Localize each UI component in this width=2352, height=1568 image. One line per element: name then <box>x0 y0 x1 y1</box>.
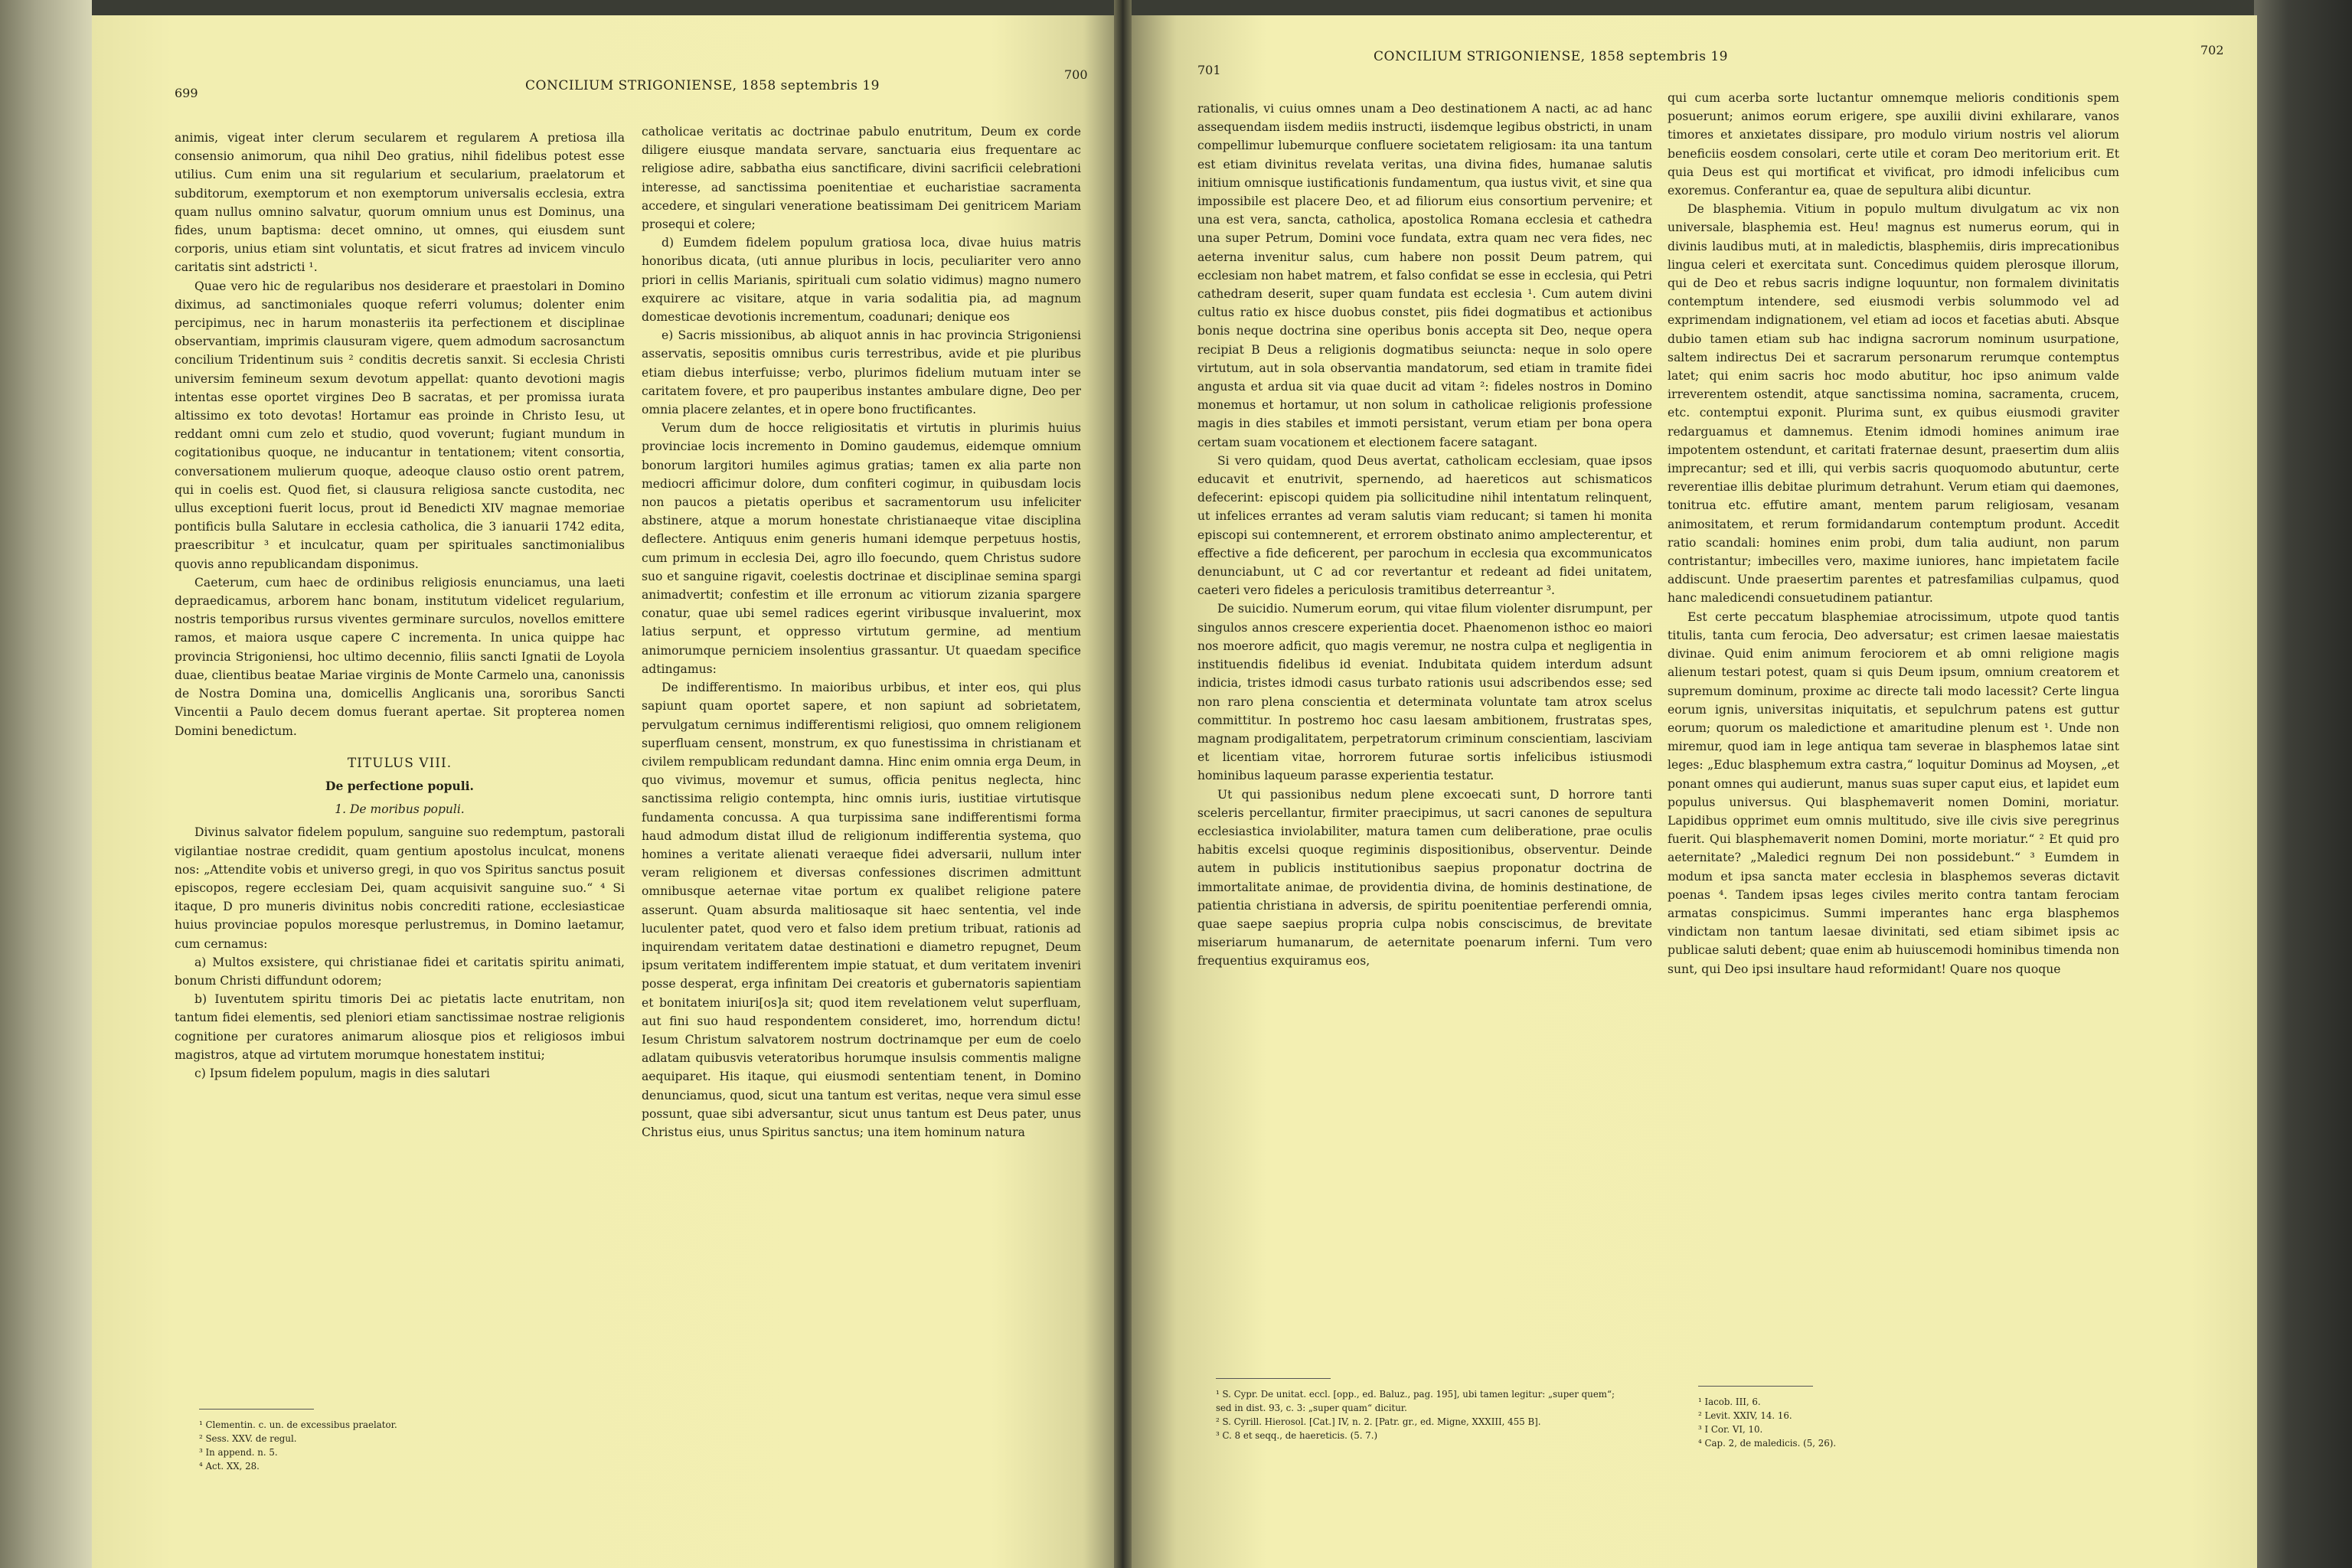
desk-left-edge <box>0 0 92 1568</box>
left-page-column-2 <box>642 122 1081 1142</box>
book-gutter <box>1114 0 1132 1568</box>
footnote: ² Levit. XXIV, 14. 16. <box>1698 1410 1792 1421</box>
footnote: ³ I Cor. VI, 10. <box>1698 1424 1763 1435</box>
footnote-rule <box>199 1409 314 1410</box>
right-page <box>1132 15 2257 1568</box>
title-subheading: De perfectione populi. <box>325 778 474 793</box>
paragraph: catholicae veritatis ac doctrinae pabulo enutritum, Deum ex corde diligere eiusque mandata servare, sanctuaria eius frequentare ac religiose adire, sabbatha eius sanctificare, divini sacrificii celebrationi interesse, ad sanctissima poenitentiae et eucharistiae sacramenta accedere, et singulari veneratione beatissimam Dei genitricem Mariam prosequi et colere; <box>642 125 1081 232</box>
footnote: ¹ Iacob. III, 6. <box>1698 1396 1761 1407</box>
list-item: c) Ipsum fidelem populum, magis in dies salutari <box>194 1066 490 1080</box>
footnote-rule <box>1698 1386 1813 1387</box>
running-header: CONCILIUM STRIGONIENSE, 1858 septembris 19 <box>1374 49 1728 64</box>
list-item: a) Multos exsistere, qui christianae fidei et caritatis spiritu animati, bonum Christi diffundunt odorem; <box>175 955 625 988</box>
footnote: ⁴ Cap. 2, de maledicis. (5, 26). <box>1698 1438 1837 1449</box>
paragraph: Divinus salvator fidelem populum, sanguine suo redemptum, pastorali vigilantiae nostrae credidit, quam gentium apostolus inculcat, monens nos: „Attendite vobis et universo gregi, in quo vos Spiritus sanctus posuit episcopos, regere ecclesiam Dei, quam acquisivit sanguine suo.“ ⁴ Si itaque, D pro muneris divinitus nobis concrediti ratione, ecclesiasticae huius provinciae populos moresque perlustremus, in Domino laetamur, cum cernamus: <box>175 825 625 951</box>
page-number: 702 <box>2200 43 2224 57</box>
paragraph: Est certe peccatum blasphemiae atrocissimum, utpote quod tantis titulis, tanta cum ferocia, Deo adversatur; est crimen laesae maiestatis divinae. Quid enim animum ferociorem et ab omni religione magis alienum testari potest, quam si quis Deum ipsum, omnium creatorem et supremum dominum, proxime ac directe tali modo lacessit? Certe lingua eorum ignis, universitas iniquitatis, et sepulchrum patens est guttur eorum; quorum os maledictione et amaritudine plenum est ¹. Unde non miremur, quod iam in lege antiqua tam severae in blasphemos latae sint leges: „Educ blasphemum extra castra,“ loquitur Dominus ad Moysen, „et ponant omnes qui audierunt, manus suas super caput eius, et lapidet eum populus universus. Qui blasphemaverit nomen Domini, moriatur. Lapidibus opprimet eum omnis multitudo, sive ille civis sive peregrinus fuerit. Qui blasphemaverit nomen Domini, morte moriatur.“ ² Et quid pro aeternitate? „Maledici regnum Dei non possidebunt.“ ³ Eumdem in modum et ipsa sancta mater ecclesia in blasphemos severas dictavit poenas ⁴. Tandem ipsas leges civiles merito contra tantam ferociam armatas conspicimus. Summi imperantes hanc erga blasphemos vindictam non tantum laesae divinitati, sed etiam sibimet ipsis ac publicae saluti debent; quae enim ab huiuscemodi hominibus timenda non sunt, qui Deo ipsi insultare haud reformidant! Quare nos quoque <box>1668 609 2119 976</box>
paragraph: Verum dum de hocce religiositatis et virtutis in plurimis huius provinciae locis incremento in Domino gaudemus, eidemque omnium bonorum largitori humiles agimus gratias; tamen ex alia parte non mediocri afficimur dolore, dum confiteri cogimur, in quibusdam locis non paucos a pietatis operibus et sacramentorum usu infeliciter abstinere, atque a morum honestate christianaeque vitae disciplina deflectere. Antiquus enim generis humani idemque perpetuus hostis, cum primum in ecclesia Dei, agro illo foecundo, quem Christus sudore suo et sanguine rigavit, coelestis doctrinae et disciplinae semina spargi animadvertit; confestim et ille erronum ac vitiorum zizania spargere conatur, quae ubi semel radices egerint viribusque invaluerint, mox latius serpunt, et oppresso virtutum germine, ad mentium animorumque perniciem insolentius grassantur. Ut quaedam specifice adtingamus: <box>642 421 1081 676</box>
page-number: 700 <box>1064 67 1088 82</box>
footnote: ⁴ Act. XX, 28. <box>199 1461 260 1472</box>
right-page-column-1 <box>1197 100 1652 971</box>
footnotes <box>199 1418 582 1473</box>
footnote-rule <box>1216 1378 1331 1379</box>
left-page-column-1 <box>175 129 625 1083</box>
footnote: ³ In append. n. 5. <box>199 1447 278 1458</box>
paragraph: qui cum acerba sorte luctantur omnemque melioris conditionis spem posuerunt; animos eorum erigere, spe auxilii divini exhilarare, vanos timores et anxietates dissipare, pro modulo virium nostris vel aliorum beneficiis eosdem consolari, certe utile et coram Deo meritorium erit. Et quia Deus est qui mortificat et vivificat, pro idmodi infelicibus cum exoremus. Conferantur ea, quae de sepultura alibi dicuntur. <box>1668 91 2119 198</box>
running-header: CONCILIUM STRIGONIENSE, 1858 septembris 19 <box>525 78 880 93</box>
right-page-column-2 <box>1668 89 2119 978</box>
list-item: b) Iuventutem spiritu timoris Dei ac pietatis lacte enutritam, non tantum fidei elementis, sed pleniori etiam sanctissimae nostrae religionis cognitione per curatores animarum aliosque pios et religiosos imbui magistros, atque ad virtutem morumque honestatem institui; <box>175 992 625 1062</box>
footnote: ² S. Cyrill. Hierosol. [Cat.] IV, n. 2. [Patr. gr., ed. Migne, XXXIII, 455 B]. <box>1216 1416 1541 1427</box>
left-page <box>92 15 1114 1568</box>
paragraph: De blasphemia. Vitium in populo multum divulgatum ac vix non universale, blasphemia est. Heu! magnus est numerus eorum, qui in divinis laudibus muti, at in maledictis, blasphemiis, diris imprecationibus lingua celeri et exercitata sunt. Concedimus quidem plerosque illorum, qui de Deo et rebus sacris indigne loquuntur, non formalem divinitatis contemptum intendere, sed eiusmodi verbis solummodo vel ad exprimendam indignationem, vel etiam ad iocos et facetias abuti. Absque dubio tamen etiam sub hac indigna sacrorum nominum usurpatione, saltem indirectus Dei et sacrarum personarum rerumque contemptus latet; qui enim sacris hoc modo abutitur, hoc ipso animum valde irreverentem ostendit, atque sanctissima nomina, sacramenta, crucem, etc. contemptui exponit. Plurima sunt, ex quibus eiusmodi graviter redarguamus et damnemus. Etenim idmodi homines animum irae impotentem ostendunt, et caritati fraternae desunt, praesertim dum aliis imprecantur; sed et illi, qui verbis sacris quoquomodo abutuntur, certe reverentiae illis debitae plurimum detrahunt. Verum etiam qui daemones, tonitrua etc. effutire amant, mentem parum religiosam, vesanam animositatem, et rerum formidandarum contemptum produnt. Accedit ratio scandali: homines enim probi, dum talia audiunt, non parum contristantur; imbecilles vero, maxime iuniores, hanc impietatem facile addiscunt. Unde praesertim parentes et patresfamilias culpamus, quod hanc maledicendi consuetudinem patiantur. <box>1668 202 2119 606</box>
footnote: ¹ Clementin. c. un. de excessibus praelator. <box>199 1419 397 1430</box>
paragraph: rationalis, vi cuius omnes unam a Deo destinationem A nacti, ac ad hanc assequendam iisdem mediis instructi, iisdemque legibus obstricti, in unam compellimur lubemurque confluere societatem religiosam: ita una tantum est etiam divinitus revelata veritas, una divina fides, humanae salutis initium omnisque iustificationis fundamentum, qua iustus vivit, et sine qua impossibile est placere Deo, et ad filiorum eius consortium pervenire; et una est vera, sancta, catholica, apostolica Romana ecclesia et cathedra una super Petrum, Domini voce fundata, extra quam nec vera fides, nec aeterna invenitur salus, cum habere non possit Deum patrem, qui ecclesiam non habet matrem, et falso confidat se esse in ecclesia, qui Petri cathedram deserit, super quam fundata est ecclesia ¹. Cum autem divini cultus ratio ex hisce duobus constet, piis fidei dogmatibus et actionibus bonis neque doctrina sine operibus bonis accepta sit Deo, neque opera recipiat B Deus a religionis dogmatibus seiuncta: neque in solo opere virtutum, aut in sola observantia mandatorum, sed etiam in tramite fidei angusta et ardua sit via quae ducit ad vitam ²: fideles nostros in Domino monemus et hortamur, ut non solum in catholicae religionis professione magis in dies stabiles et immoti persistant, verum etiam per bona opera certam suam vocationem et electionem facere satagant. <box>1197 102 1652 449</box>
page-number: 701 <box>1197 63 1221 77</box>
paragraph: Ut qui passionibus nedum plene excoecati sunt, D horrore tanti sceleris percellantur, firmiter praecipimus, ut sacri canones de sepultura ecclesiastica inviolabiliter, matura tamen cum deliberatione, prae oculis habitis excelsi quoque regiminis dispositionibus, observentur. Deinde autem in publicis institutionibus saepius proponatur doctrina de immortalitate animae, de providentia divina, de hominis destinatione, de patientia christiana in adversis, de spiritu poenitentiae perferendi omnia, quae saepe saepius propria culpa nobis consciscimus, de brevitate miseriarum humanarum, de aeternitate poenarum inferni. Tum vero frequentius exquiramus eos, <box>1197 787 1652 969</box>
paragraph: Quae vero hic de regularibus nos desiderare et praestolari in Domino diximus, ad sanctimoniales quoque referri volumus; dolenter enim percipimus, nec in harum monasteriis ita perfectionem et disciplinae observantiam, imprimis clausuram vigere, quem admodum sacrosanctum concilium Tridentinum suis ² conditis decretis sanxit. Si ecclesia Christi universim femineum sexum devotum appellat: quanto devotioni magis intentas esse oportet virgines Deo B sacratas, et per promissa iurata altissimo ex toto devotas! Hortamur eas proinde in Christo Iesu, ut reddant omni cum zelo et studio, quod voverunt; fugiant mundum in cogitationibus quoque, ne inducantur in tentationem; vitent consortia, conversationem mulierum quoque, adeoque clauso ostio orent patrem, qui in coelis est. Quod fiet, si clausura religiosa sancte custodita, nec ullus exceptioni fuerit locus, prout id Benedicti XIV magnae memoriae pontificis bulla Salutare in ecclesia catholica, die 3 ianuarii 1742 edita, praescribitur ³ et inculcatur, quam per spirituales sanctimonialibus quovis anno republicandam disponimus. <box>175 279 625 571</box>
footnote: ³ C. 8 et seqq., de haereticis. (5. 7.) <box>1216 1430 1378 1441</box>
paragraph: d) Eumdem fidelem populum gratiosa loca, divae huius matris honoribus dicata, (uti annue pluribus in locis, peculiariter vero anno priori in cellis Marianis, spirituali cum solatio vidimus) magno numero exquirere ac visitare, atque in varia sodalitia pia, ad magnum domesticae devotionis incrementum, coadunari; denique eos <box>642 236 1081 325</box>
paragraph: De indifferentismo. In maioribus urbibus, et inter eos, qui plus sapiunt quam oportet sapere, et non sapiunt ad sobrietatem, pervulgatum cernimus indifferentismi religiosi, quo omnem religionem superfluam censent, monstrum, ex quo funestissima in christianam et civilem rempublicam redundant damna. Hinc enim omnia erga Deum, in quo vivimus, movemur et sumus, officia penitus neglecta, hinc sanctissima religio contempta, hinc omnis iuris, iustitiae virtutisque fundamenta concussa. A qua turpissima sane indifferentismi forma haud admodum distat illud de religionum indifferentia systema, quo homines a veritate alienati veraeque fidei adversarii, nullum inter veram religionem et diversas confessiones discrimen admittunt omnibusque aeternae vitae portum ex qualibet religione patere asserunt. Quam absurda malitiosaque sit haec sententia, vel inde luculenter patet, quod vero et falso idem pretium tribuat, rationis ad inquirendam veritatem datae destinationi e diametro repugnet, Deum ipsum veritatem indifferentem impie statuat, et dum veritatem inveniri posse desperat, erga infinitam Dei creatoris et gubernatoris sapientiam et bonitatem iniuri[os]a sit; quod item revelationem velut superfluam, aut fini suo haud respondentem consideret, imo, horrendum dictu! Iesum Christum salvatorem nostrum doctrinamque per eum de coelo adlatam quibusvis veteratoribus horumque insulsis commentis maligne aequiparet. His itaque, qui eiusmodi sententiam tenent, in Domino denunciamus, quod, sicut una tantum est veritas, neque vera simul esse possunt, quae sibi adversantur, sicut unus tantum est Deus pater, unus Christus eius, unus Spiritus sanctus; una item hominum natura <box>642 681 1081 1139</box>
title-heading: TITULUS VIII. <box>347 755 452 771</box>
footnotes <box>1216 1387 1629 1442</box>
paragraph: De suicidio. Numerum eorum, qui vitae filum violenter disrumpunt, per singulos annos crescere experientia docet. Phaenomenon isthoc eo maiori nos moerore adficit, quo magis veremur, ne nostra culpa et negligentia in instituendis fidelibus id eveniat. Indubitata quidem interdum adsunt indicia, tristes idmodi casus turbato rationis usui adscribendos esse; sed non raro plena conscientia et determinata voluntate tam atrox scelus committitur. In postremo hoc casu laesam ambitionem, frustratas spes, magnam prodigalitatem, perpetratorum criminum conscientiam, lasciviam et licentiam vitae, horrorem futurae sortis infelicibus istiusmodi hominibus laqueum parasse experientia testatur. <box>1197 602 1652 783</box>
footnotes <box>1698 1395 2081 1450</box>
paragraph: Si vero quidam, quod Deus avertat, catholicam ecclesiam, quae ipsos educavit et enutrivit, spernendo, ad haereticos aut schismaticos defecerint: episcopi quidem pia sollicitudine nihil intentatum relinquent, ut infelices errantes ad veram salutis viam reducant; si tamen hi monita episcopi sui contemnerent, et errorem obstinato animo amplecterentur, et effective a fide deficerent, per parochum in ecclesia qua excommunicatos denunciabunt, ut C ad cor revertantur et redeant ad fidei unitatem, caeteri vero fideles a periculosis tramitibus deterreantur ³. <box>1197 453 1652 598</box>
paragraph: e) Sacris missionibus, ab aliquot annis in hac provincia Strigoniensi asservatis, sepositis omnibus curis terrestribus, avide et pie pluribus etiam diebus interfuisse; verbo, plurimos fidelium mutuam inter se caritatem fovere, et pro pauperibus instantes ambulare digne, Deo per omnia placere zelantes, et in opere bono fructificantes. <box>642 328 1081 417</box>
footnote: ¹ S. Cypr. De unitat. eccl. [opp., ed. Baluz., pag. 195], ubi tamen legitur: „super quem“; sed in dist. 93, c. 3: „super quam“ dicitur. <box>1216 1389 1615 1413</box>
section-heading: 1. De moribus populi. <box>335 802 465 817</box>
paragraph: Caeterum, cum haec de ordinibus religiosis enunciamus, una laeti depraedicamus, arborem hanc bonam, institutum videlicet regularium, nostris temporibus rursus viventes germinare surculos, novellos emittere ramos, et maiora usque capere C incrementa. In unica quippe hac provincia Strigoniensi, hoc ultimo decennio, filiis sancti Ignatii de Loyola duae, clientibus beatae Mariae virginis de Monte Carmelo una, canonissis de Nostra Domina una, domicellis Anglicanis una, sororibus Sancti Vincentii a Paulo decem domus fuerant apertae. Sit propterea nomen Domini benedictum. <box>175 575 625 738</box>
desk-right-edge <box>2254 0 2352 1568</box>
paragraph: animis, vigeat inter clerum secularem et regularem A pretiosa illa consensio animorum, qua nihil Deo gratius, nihil fidelibus potest esse utilius. Cum enim una sit regularium et secularium, praelatorum et subditorum, exemptorum et non exemptorum universalis ecclesia, extra quam nullus omnino salvatur, quorum omnium unus est Dominus, una fides, unum baptisma: decet omnino, ut omnes, qui eiusdem sunt corporis, unius etiam sint voluntatis, et sicut fratres ad invicem vinculo caritatis sint adstricti ¹. <box>175 131 625 275</box>
footnote: ² Sess. XXV. de regul. <box>199 1433 297 1444</box>
page-number: 699 <box>175 86 198 100</box>
